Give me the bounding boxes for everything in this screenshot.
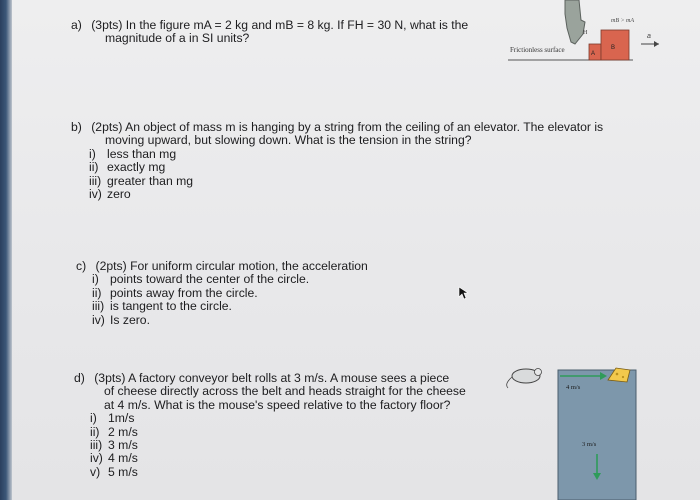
option-c-2: ii) points away from the circle. bbox=[92, 285, 258, 300]
question-a-figure bbox=[505, 0, 695, 75]
accel-arrowhead bbox=[654, 41, 659, 47]
question-d-text-3: at 4 m/s. What is the mouse's speed relative to the factory floor? bbox=[104, 397, 451, 412]
question-d-figure bbox=[500, 362, 650, 500]
question-d bbox=[74, 372, 466, 479]
surface-label: Frictionless surface bbox=[510, 46, 565, 54]
mouse-speed-label: 4 m/s bbox=[566, 384, 581, 391]
option-d-2: ii) 2 m/s bbox=[90, 424, 138, 439]
mouse-icon bbox=[507, 369, 542, 389]
question-d-text-2: of cheese directly across the belt and heads straight for the cheese bbox=[104, 384, 466, 399]
question-b-text-2: moving upward, but slowing down. What is the tension in the string? bbox=[105, 133, 472, 148]
option-b-3: iii) greater than mg bbox=[89, 173, 194, 188]
option-b-2: ii) exactly mg bbox=[89, 160, 166, 175]
question-a-label: a) bbox=[71, 18, 82, 32]
option-d-4: iv) 4 m/s bbox=[90, 451, 138, 466]
question-a bbox=[71, 19, 468, 46]
option-c-3: iii) is tangent to the circle. bbox=[92, 299, 232, 314]
option-b-4: iv) zero bbox=[89, 187, 131, 202]
question-c-text-1: (2pts) For uniform circular motion, the acceleration bbox=[95, 259, 368, 273]
option-c-1: i) points toward the center of the circle. bbox=[92, 272, 310, 287]
question-b-text-1: (2pts) An object of mass m is hanging by a string from the ceiling of an elevator. The elevator is bbox=[91, 120, 604, 134]
question-c-options bbox=[76, 273, 368, 327]
mass-relation: mB > mA bbox=[611, 18, 635, 24]
hand-icon bbox=[565, 0, 585, 44]
block-b-label: B bbox=[611, 45, 616, 51]
option-c-4: iv) Is zero. bbox=[92, 312, 150, 327]
question-b bbox=[71, 121, 603, 201]
option-d-1: i) 1m/s bbox=[90, 411, 135, 426]
question-c-label: c) bbox=[76, 259, 87, 273]
block-a-label: A bbox=[591, 51, 596, 57]
question-b-options bbox=[71, 148, 603, 202]
belt-speed-label: 3 m/s bbox=[582, 441, 597, 448]
question-d-label: d) bbox=[74, 371, 85, 385]
option-d-3: iii) 3 m/s bbox=[90, 438, 138, 453]
question-d-text-1: (3pts) A factory conveyor belt rolls at 3 m/s. A mouse sees a piece bbox=[94, 371, 450, 385]
accel-label: a bbox=[647, 33, 651, 40]
force-label-h: H bbox=[583, 30, 588, 36]
question-b-label: b) bbox=[71, 120, 82, 134]
question-d-options bbox=[74, 412, 466, 479]
option-d-5: v) 5 m/s bbox=[90, 464, 138, 479]
question-c bbox=[76, 260, 368, 327]
question-a-text-1: (3pts) In the figure mA = 2 kg and mB = 8 kg. If FH = 30 N, what is the bbox=[91, 18, 469, 32]
option-b-1: i) less than mg bbox=[89, 146, 177, 161]
cursor-pointer-icon bbox=[458, 286, 470, 300]
question-a-text-2: magnitude of a in SI units? bbox=[105, 31, 250, 46]
